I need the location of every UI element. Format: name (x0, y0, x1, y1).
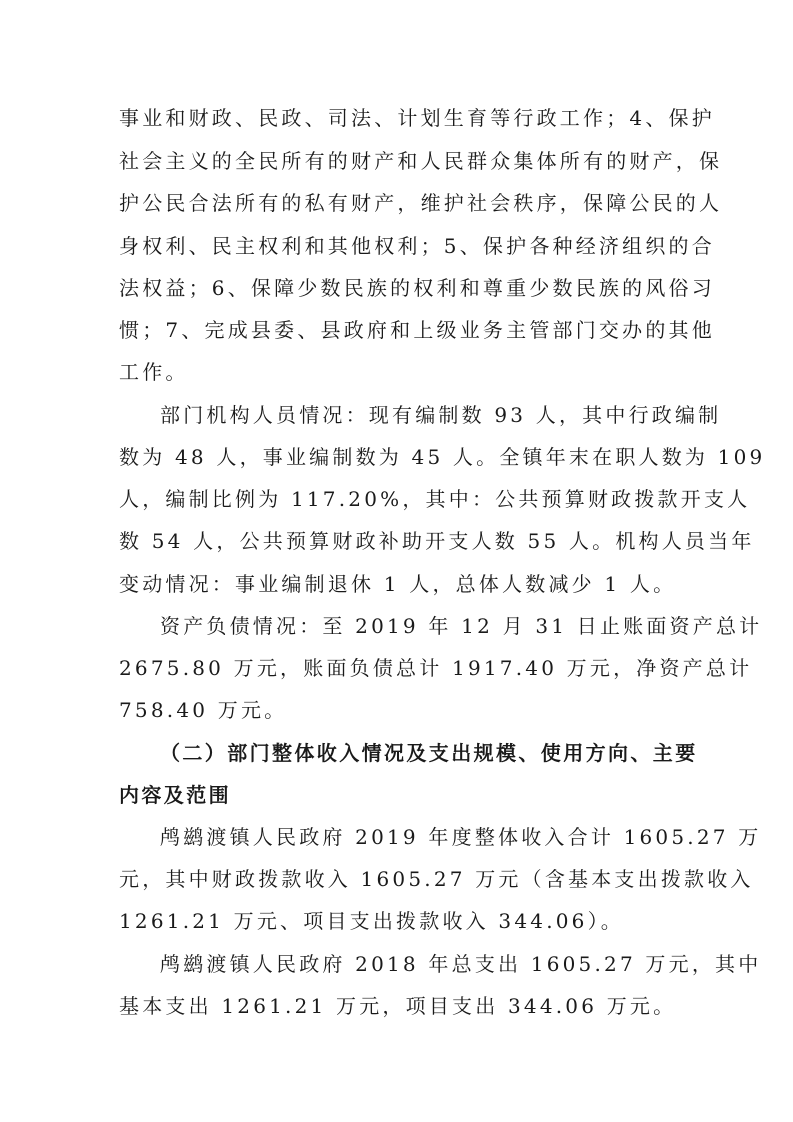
text-line: 惯；7、完成县委、县政府和上级业务主管部门交办的其他 (119, 318, 715, 342)
text-line: 基本支出 1261.21 万元，项目支出 344.06 万元。 (119, 994, 677, 1018)
text-line: 工作。 (119, 360, 189, 384)
text-line: 护公民合法所有的私有财产，维护社会秩序，保障公民的人 (119, 191, 723, 215)
text-line: 758.40 万元。 (119, 698, 288, 722)
text-line: 鸬鹚渡镇人民政府 2019 年度整体收入合计 1605.27 万 (160, 825, 762, 849)
text-line: 数为 48 人，事业编制数为 45 人。全镇年末在职人数为 109 (119, 445, 766, 469)
text-line: 资产负债情况：至 2019 年 12 月 31 日止账面资产总计 (160, 614, 763, 638)
section-heading: 内容及范围 (119, 783, 231, 807)
text-line: 2675.80 万元，账面负债总计 1917.40 万元，净资产总计 (119, 656, 753, 680)
text-line: 身权利、民主权利和其他权利；5、保护各种经济组织的合 (119, 234, 715, 258)
text-line: 事业和财政、民政、司法、计划生育等行政工作；4、保护 (119, 106, 715, 130)
text-line: 部门机构人员情况：现有编制数 93 人，其中行政编制 (160, 403, 722, 427)
text-line: 1261.21 万元、项目支出拨款收入 344.06）。 (119, 909, 625, 933)
text-line: 法权益；6、保障少数民族的权利和尊重少数民族的风俗习 (119, 276, 715, 300)
text-line: 元，其中财政拨款收入 1605.27 万元（含基本支出拨款收入 (119, 867, 754, 891)
text-line: 社会主义的全民所有的财产和人民群众集体所有的财产，保 (119, 149, 723, 173)
text-line: 人，编制比例为 117.20%，其中：公共预算财政拨款开支人 (119, 487, 751, 511)
text-line: 变动情况：事业编制退休 1 人，总体人数减少 1 人。 (119, 572, 677, 596)
section-heading: （二）部门整体收入情况及支出规模、使用方向、主要 (160, 741, 698, 765)
text-line: 鸬鹚渡镇人民政府 2018 年总支出 1605.27 万元，其中 (160, 952, 762, 976)
text-line: 数 54 人，公共预算财政补助开支人数 55 人。机构人员当年 (119, 529, 755, 553)
